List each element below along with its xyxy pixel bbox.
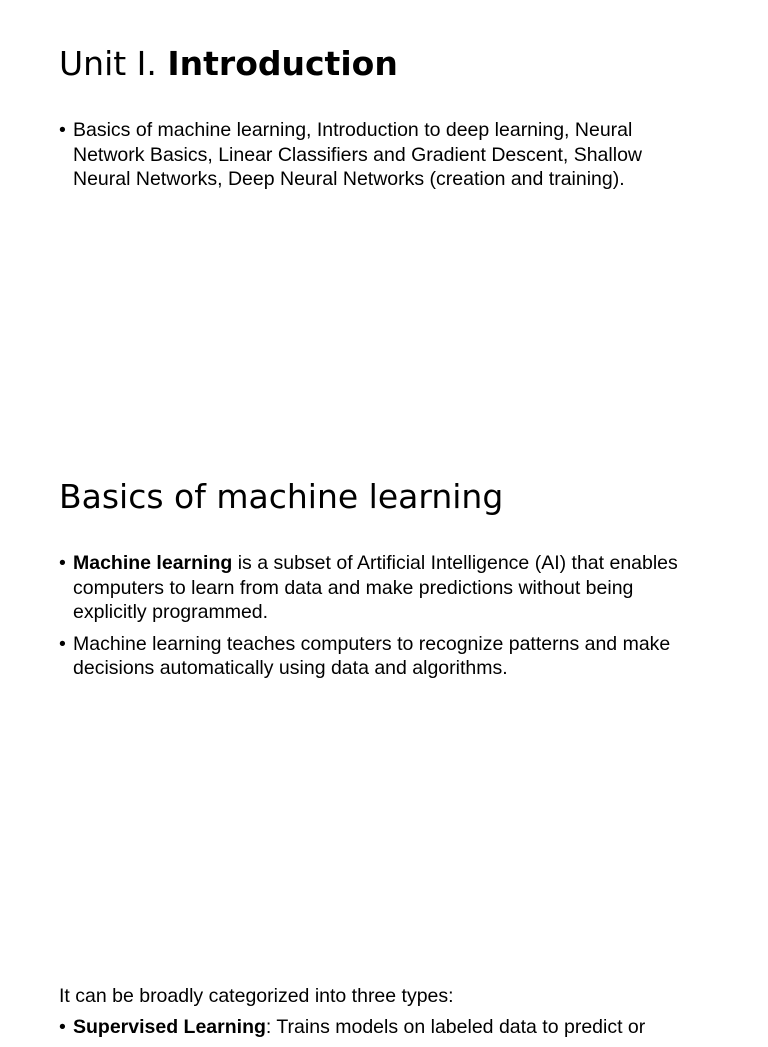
bullet-bold-term: Supervised Learning [73,1016,266,1038]
bullet-bold-term: Machine learning [73,552,233,574]
bullet-icon: • [59,1016,66,1038]
list-item [59,551,709,625]
bullet-icon: • [59,119,66,141]
bullet-text: is a subset of Artificial Intelligence (AI) that enables computers to learn from data and make predictions without being explicitly programmed. [73,552,678,623]
bullet-text: Basics of machine learning, Introduction to deep learning, Neural Network Basics, Linear Classifiers and Gradient Descent, Shallow Neural Networks, Deep Neural Networks (creation and training). [73,119,642,190]
bullet-list [59,551,709,688]
bullet-list [59,1015,739,1047]
slide-title [59,44,398,84]
title-bold: Introduction [167,44,398,83]
list-item [59,1015,739,1040]
bullet-list [59,118,679,199]
bullet-icon: • [59,552,66,574]
intro-text: It can be broadly categorized into three types: [59,985,454,1007]
bullet-text: : Trains models on labeled data to predict or [265,1016,646,1038]
title-prefix: Unit I. [59,44,168,83]
list-item [59,632,709,681]
bullet-icon: • [59,632,66,655]
bullet-text: Machine learning teaches computers to recognize patterns and make decisions automatically using data and algorithms. [73,632,671,679]
list-item [59,118,679,192]
slide-title: Basics of machine learning [59,477,504,516]
